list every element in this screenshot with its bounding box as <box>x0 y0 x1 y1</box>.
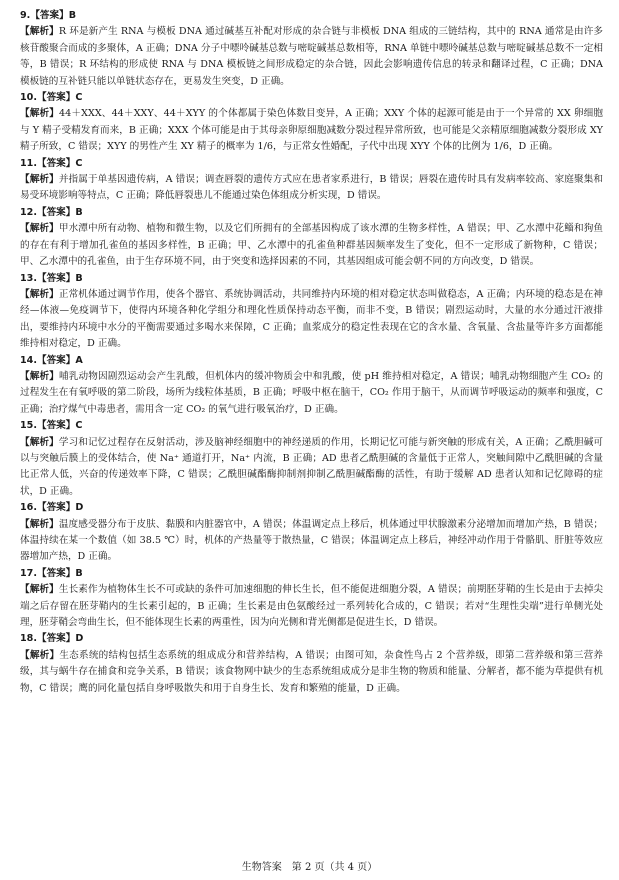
answer-letter: D <box>75 633 84 645</box>
question-number: 14. <box>20 354 37 366</box>
analysis-paragraph <box>20 221 603 270</box>
analysis-text: 生长素作为植物体生长不可或缺的条件可加速细胞的伸长生长，但不能促进细胞分裂，A 错误；前期胚芽鞘的生长是由于去掉尖端之后存留在胚芽鞘内的生长素引起的，B 正确；生长素是由色氨酸经过一系列转化合成的，C 错误；若对“生理性尖端”进行单侧光处理，胚芽鞘会弯曲生长，但不能体现生长素的两重性，因为向光侧和背光侧都是促进生长，D 错误。 <box>20 584 604 629</box>
analysis-tag: 【解析】 <box>20 436 59 448</box>
analysis-text: 甲水潭中所有动物、植物和微生物，以及它们所拥有的全部基因构成了该水潭的生物多样性，A 错误；甲、乙水潭中花鲻和狗鱼的存在有利于增加孔雀鱼的基因多样性，B 正确；甲、乙水潭中的孔雀鱼种群基因频率发生了变化，但不一定形成了新物种，C 错误；甲、乙水潭中的孔雀鱼，由于生存环境不同，由于突变和选择因素的不同，其基因组成可能会朝不同的方向改变，D 错误。 <box>20 223 604 268</box>
answer-tag: 【答案】 <box>37 157 76 169</box>
answer-line <box>20 418 603 434</box>
question-number: 18. <box>20 633 37 645</box>
answer-line <box>20 631 603 647</box>
answer-line <box>20 353 603 369</box>
analysis-tag: 【解析】 <box>20 370 60 382</box>
question-block <box>20 8 603 90</box>
analysis-text: R 环是新产生 RNA 与模板 DNA 通过碱基互补配对形成的杂合链与非模板 DNA 组成的三链结构，其中的 RNA 通常是由许多核苷酸聚合而成的多聚体，A 正确；DNA 分子中嘌呤碱基总数与嘧啶碱基总数相等，RNA 单链中嘌呤碱基总数与嘧啶碱基总数不一定相等，B 错误；R 环结构的形成使 RNA 与 DNA 模板链之间形成稳定的杂合链，因此会影响遗传信息的转录和翻译过程，C 正确；DNA 模板链的互补链只能以单链状态存在，更易发生突变，D 正确。 <box>20 26 604 87</box>
question-number: 15. <box>20 420 37 432</box>
page-footer: 生物答案 第 2 页（共 4 页） <box>241 862 378 873</box>
analysis-tag: 【解析】 <box>20 174 59 186</box>
analysis-tag: 【解析】 <box>20 108 60 120</box>
analysis-paragraph <box>20 369 603 418</box>
analysis-text: 生态系统的结构包括生态系统的组成成分和营养结构，A 错误；由图可知，杂食性鸟占 2 个营养级，即第二营养级和第三营养级，其与蜗牛存在捕食和竞争关系，B 错误；该食物网中缺少的生态系统组成成分是非生物的物质和能量、分解者，都不能为草提供有机物，C 错误；鹰的同化量包括自身呼吸散失和用于自身生长、发育和繁殖的能量，D 正确。 <box>20 649 603 694</box>
answer-letter: A <box>75 354 83 366</box>
analysis-text: 并指属于单基因遗传病，A 错误；调查唇裂的遗传方式应在患者家系进行，B 错误；唇裂在遗传时具有发病率较高、家庭聚集和易受环境影响等特点，C 正确；降低唇裂患儿不能通过染色体组成分析实现，D 错误。 <box>20 174 604 202</box>
answer-letter: B <box>75 272 83 284</box>
answer-letter: D <box>75 502 84 514</box>
answer-line <box>20 205 603 221</box>
question-block <box>20 271 603 353</box>
answer-letter: C <box>75 92 83 104</box>
answer-letter: C <box>75 420 83 432</box>
question-block <box>20 418 603 500</box>
question-number: 10. <box>20 92 37 104</box>
analysis-text: 哺乳动物因剧烈运动会产生乳酸，但机体内的缓冲物质会中和乳酸，使 pH 维持相对稳定，A 错误；哺乳动物细胞产生 CO₂ 的过程发生在有氧呼吸的第二阶段，场所为线粒体基质，B 正确；呼吸中枢在脑干，CO₂ 作用于脑干，从而调节呼吸运动的频率和强度，C 正确；治疗煤气中毒患者，需用含一定 CO₂ 的氧气进行吸氧治疗，D 正确。 <box>20 370 604 415</box>
question-number: 11. <box>20 157 37 169</box>
analysis-paragraph <box>20 582 603 631</box>
question-number: 17. <box>20 567 37 579</box>
answer-tag: 【答案】 <box>37 502 76 514</box>
answer-letter: B <box>75 206 83 218</box>
analysis-text: 温度感受器分布于皮肤、黏膜和内脏器官中，A 错误；体温调定点上移后，机体通过甲状腺激素分泌增加而增加产热，B 错误；体温持续在某一个数值（如 38.5 ℃）时，机体的产热量等于散热量，C 错误；体温调定点上移后，神经冲动作用于骨骼肌、肝脏等效应器增加产热，D 正确。 <box>20 518 604 563</box>
answer-letter: C <box>75 157 83 169</box>
question-number: 13. <box>20 272 37 284</box>
answer-tag: 【答案】 <box>37 420 76 432</box>
analysis-paragraph <box>20 435 603 501</box>
question-block <box>20 566 603 632</box>
question-number: 16. <box>20 502 37 514</box>
analysis-paragraph <box>20 24 603 90</box>
analysis-paragraph <box>20 648 603 697</box>
answer-tag: 【答案】 <box>37 92 76 104</box>
answer-line <box>20 271 603 287</box>
question-block <box>20 156 603 205</box>
answer-page <box>20 8 603 697</box>
analysis-tag: 【解析】 <box>20 518 59 530</box>
question-list <box>20 8 603 697</box>
analysis-paragraph <box>20 287 603 353</box>
question-block <box>20 205 603 271</box>
analysis-tag: 【解析】 <box>20 26 59 38</box>
analysis-paragraph <box>20 517 603 566</box>
analysis-text: 44＋XXX、44＋XXY、44＋XYY 的个体都属于染色体数目变异，A 正确；XXY 个体的起源可能是由于一个异常的 XX 卵细胞与 Y 精子受精发育而来，B 正确；XXX 个体可能是由于其母亲卵原细胞减数分裂过程异常所致，也可能是父亲精原细胞减数分裂形成 XY 精子所致，C 错误；XYY 的男性产生 XY 精子的概率为 1/6，与正常女性婚配，子代中出现 XYY 个体的比例为 1/6，D 正确。 <box>20 108 604 153</box>
answer-tag: 【答案】 <box>37 567 76 579</box>
analysis-tag: 【解析】 <box>20 649 60 661</box>
answer-letter: B <box>68 10 77 21</box>
question-block <box>20 90 603 156</box>
analysis-tag: 【解析】 <box>20 288 59 300</box>
question-number: 12. <box>20 206 37 218</box>
answer-tag: 【答案】 <box>30 10 69 21</box>
question-number: 9. <box>20 10 31 21</box>
question-block <box>20 500 603 566</box>
analysis-paragraph <box>20 106 603 155</box>
analysis-text: 正常机体通过调节作用，使各个器官、系统协调活动，共同维持内环境的相对稳定状态叫做稳态，A 正确；内环境的稳态是在神经—体液—免疫调节下，使得内环境各种化学组分和理化性质保持动态平衡，而非不变，B 错误；剧烈运动时，大量的水分通过汗液排出，要维持内环境中水分的平衡需要通过多喝水来保障，C 正确；血浆成分的稳定性表现在它的含水量、含氧量、含盐量等许多方面都能维持相对稳定，D 正确。 <box>20 288 604 350</box>
analysis-tag: 【解析】 <box>20 584 59 596</box>
answer-line <box>20 8 603 24</box>
question-block <box>20 631 603 697</box>
analysis-tag: 【解析】 <box>20 223 59 235</box>
analysis-paragraph <box>20 172 603 205</box>
answer-tag: 【答案】 <box>37 206 76 218</box>
analysis-text: 学习和记忆过程存在反射活动，涉及脑神经细胞中的神经递质的作用，长期记忆可能与新突触的形成有关，A 正确；乙酰胆碱可以与突触后膜上的受体结合，使 Na⁺ 通道打开，Na⁺ 内流，B 正确；AD 患者乙酰胆碱的含量低于正常人，突触间隙中乙酰胆碱的含量比正常人低，兴奋的传递效率下降，C 错误；乙酰胆碱酯酶抑制剂抑制乙酰胆碱酯酶的活性，有助于缓解 AD 患者认知和记忆障碍的症状，D 正确。 <box>20 436 604 497</box>
answer-line <box>20 566 603 582</box>
answer-letter: B <box>75 567 83 579</box>
answer-line <box>20 500 603 516</box>
answer-tag: 【答案】 <box>37 272 76 284</box>
question-block <box>20 353 603 419</box>
answer-tag: 【答案】 <box>37 354 76 366</box>
answer-tag: 【答案】 <box>37 633 76 645</box>
answer-line <box>20 156 603 172</box>
answer-line <box>20 90 603 106</box>
